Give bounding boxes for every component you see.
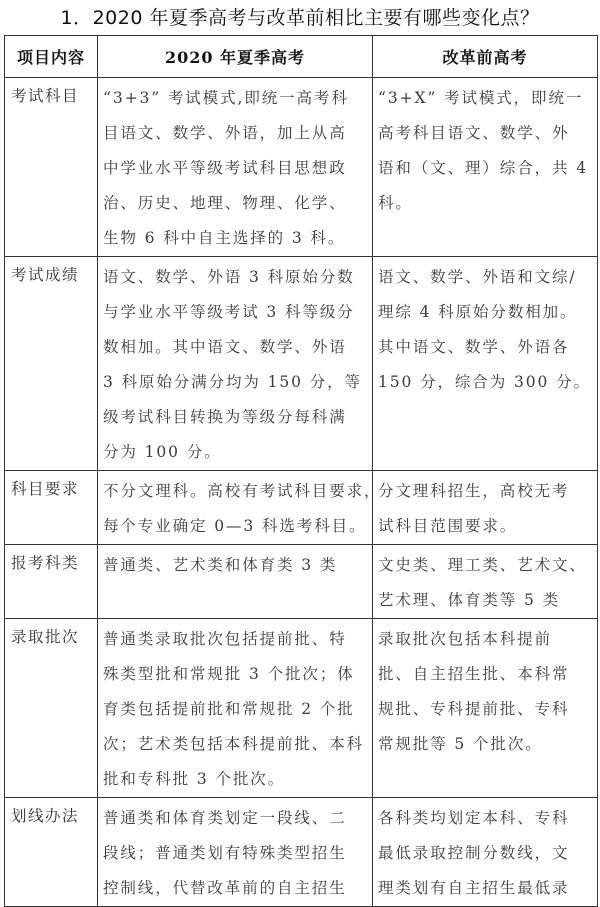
cell-text-line: 殊类型批和常规批 3 个批次；体 — [103, 665, 355, 683]
cell-text-line: 数相加。其中语文、数学、外语 — [103, 338, 347, 356]
cell-text-line: “3+3” 考试模式,即统一高考科 — [103, 89, 349, 107]
cell-text-line: 批、自主招生批、本科常 — [378, 665, 570, 683]
cell-text-line: 规批、专科提前批、专科 — [378, 700, 570, 718]
cell-text-line: 理类划有自主招生最低录 — [378, 879, 570, 897]
row-label-cell — [5, 619, 98, 798]
cell-text-line: 科。 — [378, 194, 413, 212]
row-label-cell — [5, 78, 98, 257]
cell-text-line: 语文、数学、外语和文综/ — [378, 268, 577, 286]
header-2020: 2020 年夏季高考 — [98, 36, 373, 78]
cell-text-line: 次；艺术类包括本科提前批、本科 — [103, 735, 365, 753]
cell-2020 — [98, 619, 373, 798]
table-header-row — [5, 36, 598, 78]
row-label: 录取批次 — [11, 628, 80, 646]
cell-text-line: 批和专科批 3 个批次。 — [103, 770, 286, 788]
cell-text-line: 不分文理科。高校有考试科目要求， — [103, 482, 382, 500]
cell-text-line: 试科目范围要求。 — [378, 517, 518, 535]
row-label-cell — [5, 471, 98, 545]
cell-text-line: 控制线，代替改革前的自主招生 — [103, 879, 347, 897]
table-row — [5, 78, 598, 257]
page-title: 1．2020 年夏季高考与改革前相比主要有哪些变化点？ — [60, 7, 540, 29]
row-label: 考试科目 — [11, 87, 80, 105]
cell-text-line: 每个专业确定 0—3 科选考科目。 — [103, 517, 367, 535]
row-label: 考试成绩 — [11, 266, 80, 284]
cell-2020 — [98, 545, 373, 619]
cell-text-line: 最低录取控制分数线，文 — [378, 844, 570, 862]
cell-text-line: 各科类均划定本科、专科 — [378, 809, 570, 827]
cell-text-line: 目语文、数学、外语，加上从高 — [103, 124, 347, 142]
cell-before-reform — [373, 471, 598, 545]
cell-text-line: 治、历史、地理、物理、化学、 — [103, 194, 347, 212]
comparison-table — [4, 35, 598, 907]
cell-before-reform — [373, 257, 598, 471]
row-label-cell — [5, 257, 98, 471]
cell-text-line: 150 分，综合为 300 分。 — [378, 373, 591, 391]
row-label: 科目要求 — [11, 480, 80, 498]
row-label-cell — [5, 798, 98, 907]
cell-text-line: 与学业水平等级考试 3 科等级分 — [103, 303, 355, 321]
cell-text-line: 普通类、艺术类和体育类 3 类 — [103, 556, 338, 574]
cell-text-line: 分文理科招生，高校无考 — [378, 482, 570, 500]
cell-text-line: 艺术理、体育类等 5 类 — [378, 591, 561, 609]
header-item: 项目内容 — [5, 36, 98, 78]
cell-text-line: 理综 4 科原始分数相加。 — [378, 303, 578, 321]
cell-before-reform — [373, 545, 598, 619]
cell-text-line: 文史类、理工类、艺术文、 — [378, 556, 587, 574]
cell-2020 — [98, 798, 373, 907]
cell-text-line: 分为 100 分。 — [103, 443, 222, 461]
cell-text-line: 高考科目语文、数学、外 — [378, 124, 570, 142]
header-before-reform: 改革前高考 — [373, 36, 598, 78]
cell-before-reform — [373, 78, 598, 257]
cell-2020 — [98, 471, 382, 545]
cell-before-reform — [373, 619, 598, 798]
cell-text-line: 3 科原始分满分均为 150 分，等 — [103, 373, 362, 391]
cell-text-line: 普通类和体育类划定一段线、二 — [103, 809, 347, 827]
cell-2020 — [98, 78, 373, 257]
table-row — [5, 545, 598, 619]
table-row — [5, 798, 598, 907]
cell-before-reform — [373, 798, 598, 907]
cell-text-line: 段线；普通类划有特殊类型招生 — [103, 844, 347, 862]
cell-text-line: 语文、数学、外语 3 科原始分数 — [103, 268, 355, 286]
row-label-cell — [5, 545, 98, 619]
table-row — [5, 619, 598, 798]
table-row — [5, 257, 598, 471]
cell-text-line: 其中语文、数学、外语各 — [378, 338, 570, 356]
cell-text-line: 录取批次包括本科提前 — [378, 630, 553, 648]
cell-text-line: 级考试科目转换为等级分每科满 — [103, 408, 347, 426]
table-row — [5, 471, 598, 545]
row-label: 划线办法 — [11, 807, 80, 825]
cell-text-line: 常规批等 5 个批次。 — [378, 735, 543, 753]
cell-text-line: 语和（文、理）综合，共 4 — [378, 159, 588, 177]
cell-text-line: 生物 6 科中自主选择的 3 科。 — [103, 229, 346, 247]
cell-text-line: 中学业水平等级考试科目思想政 — [103, 159, 347, 177]
cell-text-line: 普通类录取批次包括提前批、特 — [103, 630, 347, 648]
row-label: 报考科类 — [11, 554, 80, 572]
cell-text-line: 育类包括提前批和常规批 2 个批 — [103, 700, 355, 718]
cell-2020 — [98, 257, 373, 471]
cell-text-line: “3+X” 考试模式，即统一 — [378, 89, 584, 107]
